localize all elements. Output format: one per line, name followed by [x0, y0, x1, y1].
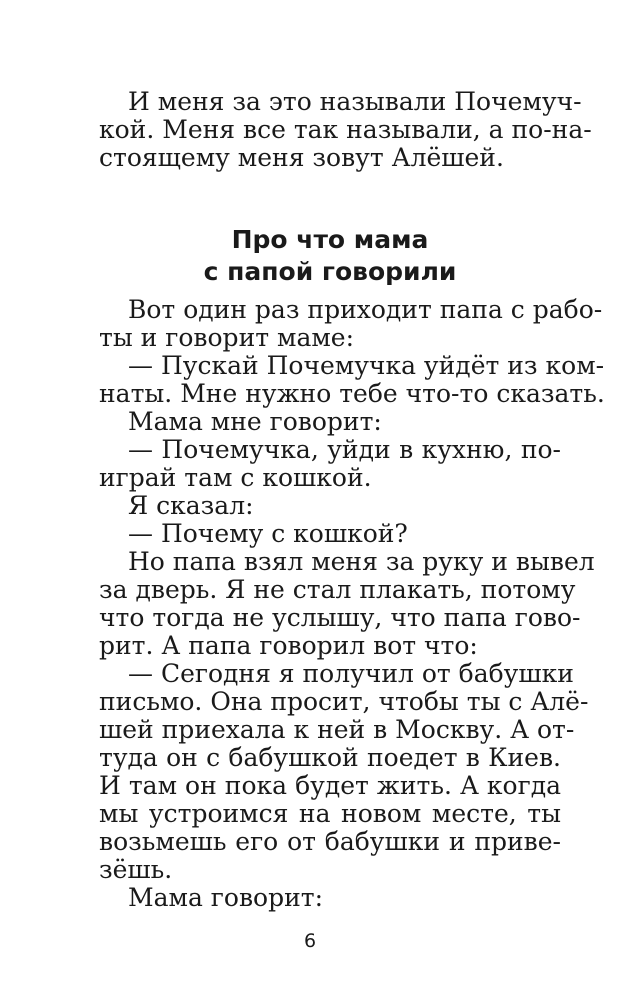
- body-line: шей приехала к ней в Москву. А от-: [99, 715, 575, 744]
- body-line: Мама говорит:: [128, 883, 323, 912]
- intro-line: И меня за это называли Почемуч-: [128, 87, 582, 116]
- body-line: туда он с бабушкой поедет в Киев.: [99, 743, 561, 772]
- body-line: что тогда не услышу, что папа гово-: [99, 603, 581, 632]
- chapter-title-line: Про что мама: [231, 225, 429, 254]
- body-line: зёшь.: [99, 855, 173, 884]
- chapter-title-line: с папой говорили: [203, 257, 457, 286]
- body-line: — Почему с кошкой?: [128, 519, 408, 548]
- body-line: Вот один раз приходит папа с рабо-: [128, 295, 603, 324]
- body-line: — Сегодня я получил от бабушки: [128, 659, 574, 688]
- body-line: ты и говорит маме:: [99, 323, 355, 352]
- intro-line: стоящему меня зовут Алёшей.: [99, 143, 504, 172]
- intro-line: кой. Меня все так называли, а по-на-: [99, 115, 592, 144]
- body-line: письмо. Она просит, чтобы ты с Алё-: [99, 687, 589, 716]
- body-line: рит. А папа говорил вот что:: [99, 631, 478, 660]
- body-line: Я сказал:: [128, 491, 254, 520]
- body-line: возьмешь его от бабушки и приве-: [99, 827, 561, 856]
- body-line: И там он пока будет жить. А когда: [99, 771, 561, 800]
- body-line: — Пускай Почемучка уйдёт из ком-: [128, 351, 605, 380]
- page-number: 6: [303, 930, 317, 952]
- body-line: за дверь. Я не стал плакать, потому: [99, 575, 576, 604]
- body-line: Но папа взял меня за руку и вывел: [128, 547, 595, 576]
- body-line: — Почемучка, уйди в кухню, по-: [128, 435, 561, 464]
- body-line: играй там с кошкой.: [99, 463, 372, 492]
- body-line: мы устроимся на новом месте, ты: [99, 799, 561, 828]
- body-line: наты. Мне нужно тебе что-то сказать.: [99, 379, 605, 408]
- body-line: Мама мне говорит:: [128, 407, 382, 436]
